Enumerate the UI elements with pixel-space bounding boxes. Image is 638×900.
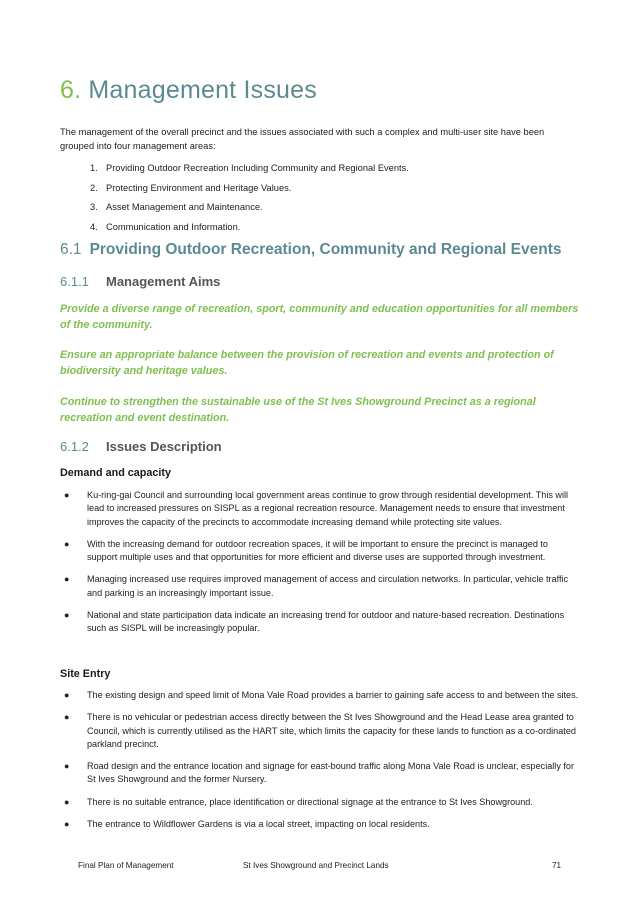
site-entry-bullet-list [60, 689, 580, 840]
list-item: ● National and state participation data indicate an increasing trend for outdoor and nature-based recreation. Destinations such as SISPL will be increasingly popular. [64, 610, 565, 634]
section-heading [60, 241, 562, 259]
issues-title: Issues Description [106, 439, 222, 454]
aims-heading [60, 274, 220, 289]
list-item: ● Ku-ring-gai Council and surrounding local government areas continue to grow through residential development. This will lead to increased pressures on SISPL as a regional recreation resource. Management needs to ensure that investment improves the capacity of the precincts to accommodate increasing demand while protecting site values. [64, 490, 569, 527]
page-number: 71 [552, 861, 562, 870]
footer-left: Final Plan of Management [78, 861, 174, 870]
aims-title: Management Aims [106, 274, 221, 289]
section-number: 6.1 [60, 241, 82, 258]
list-item: 4. Communication and Information. [90, 221, 241, 232]
demand-heading: Demand and capacity [60, 467, 172, 479]
footer-center: St Ives Showground and Precinct Lands [243, 861, 389, 870]
list-item: ● There is no vehicular or pedestrian access directly between the St Ives Showground and the Head Lease area granted to Council, which is currently utilised as the HART site, which limits the capacity for these lands to function as a co-ordinated parkland precinct. [64, 712, 576, 749]
aim-statement: Continue to strengthen the sustainable use of the St Ives Showground Precinct as a regional recreation and event destination. [60, 396, 536, 424]
aim-statement: Provide a diverse range of recreation, sport, community and education opportunities for all members of the community. [60, 303, 579, 331]
list-item: ● There is no suitable entrance, place identification or directional signage at the entrance to St Ives Showground. [64, 796, 533, 807]
management-areas-list [90, 159, 409, 237]
section-title: Providing Outdoor Recreation, Community and Regional Events [89, 241, 562, 258]
aims-number: 6.1.1 [60, 274, 89, 289]
list-item: 3. Asset Management and Maintenance. [90, 202, 263, 213]
list-item: ● With the increasing demand for outdoor recreation spaces, it will be important to ensure the precinct is managed to support multiple uses and that opportunities for more efficient and diverse uses are supported through investment. [64, 538, 548, 563]
intro-paragraph: The management of the overall precinct and the issues associated with such a complex and multi-user site have been grouped into four management areas: [60, 127, 545, 151]
issues-heading [60, 439, 222, 454]
list-item: ● The entrance to Wildflower Gardens is via a local street, impacting on local residents. [64, 819, 430, 830]
list-item: 2. Protecting Environment and Heritage Values. [90, 182, 292, 193]
issues-number: 6.1.2 [60, 439, 89, 454]
list-item: ● Managing increased use requires improved management of access and circulation networks. In particular, vehicle traffic and parking is an increasingly important issue. [64, 574, 569, 598]
list-item: ● The existing design and speed limit of Mona Vale Road provides a barrier to gaining safe access to and between the sites. [64, 690, 579, 700]
chapter-title: Management Issues [88, 76, 317, 104]
chapter-number: 6. [60, 76, 82, 104]
list-item: 1. Providing Outdoor Recreation Including Community and Regional Events. [90, 163, 409, 173]
list-item: ● Road design and the entrance location and signage for east-bound traffic along Mona Vale Road is unclear, especially for St Ives Showground and the former Nursery. [64, 761, 574, 785]
aim-statement: Ensure an appropriate balance between the provision of recreation and events and protection of biodiversity and heritage values. [60, 349, 554, 377]
demand-bullet-list [60, 489, 580, 645]
chapter-heading [60, 76, 317, 105]
site-entry-heading: Site Entry [60, 668, 111, 680]
